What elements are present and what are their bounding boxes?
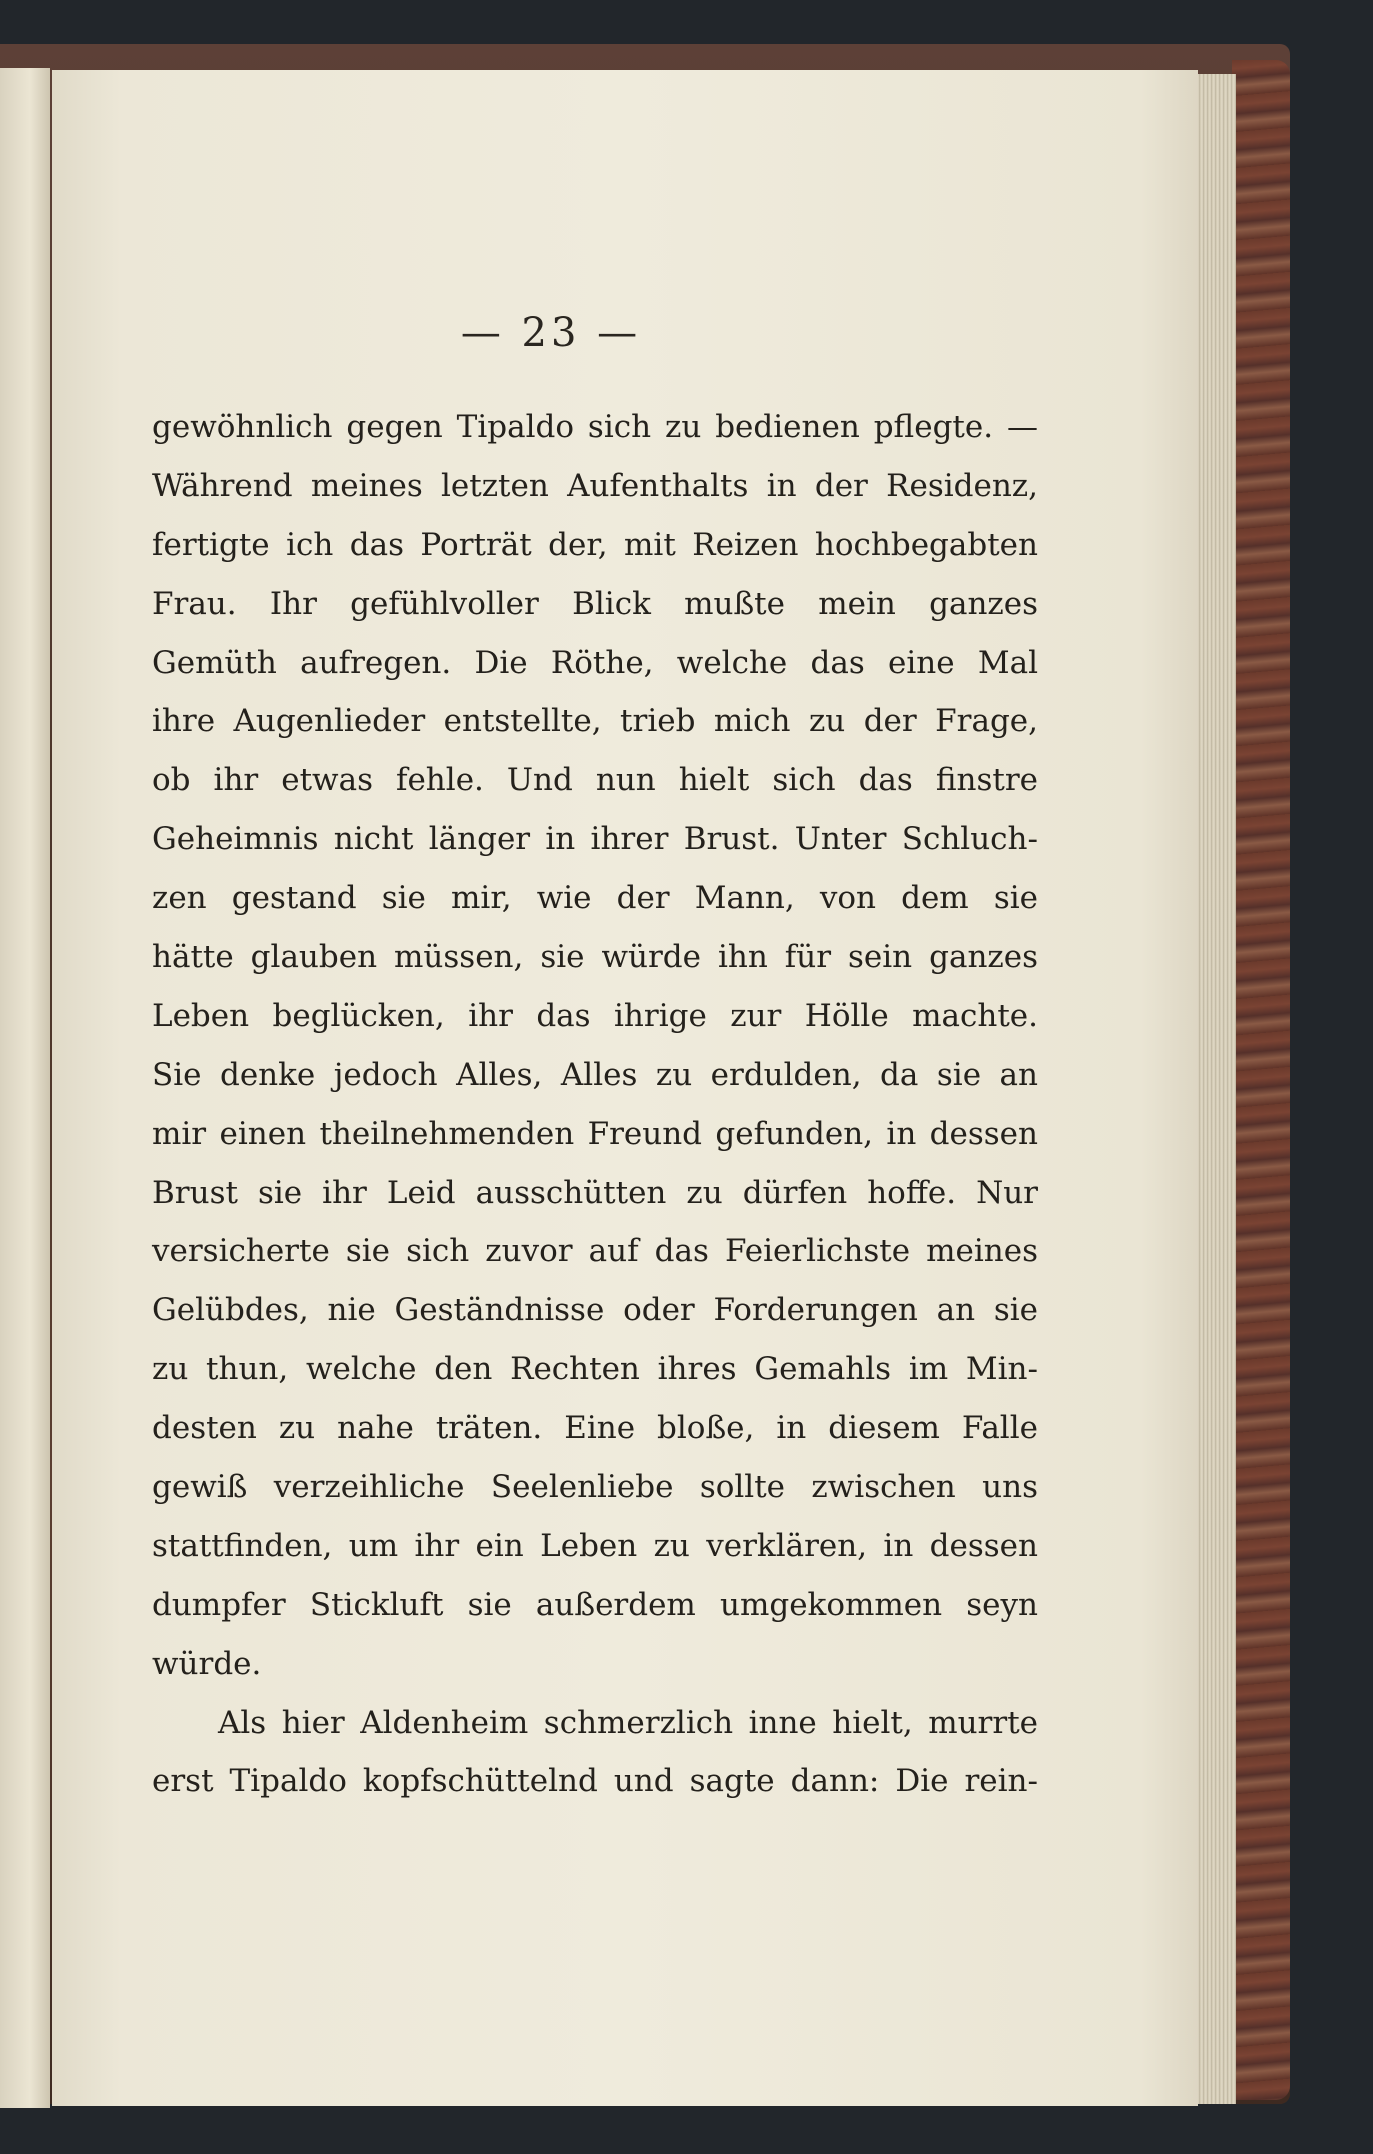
- text-line: Sie denke jedoch Alles, Alles zu erdulden, da sie an: [152, 1056, 1038, 1093]
- text-line: desten zu nahe träten. Eine bloße, in diesem Falle: [152, 1410, 1038, 1447]
- text-line: würde.: [152, 1645, 262, 1682]
- book-page: [52, 70, 1198, 2106]
- text-line: Brust sie ihr Leid ausschütten zu dürfen hoffe. Nur: [152, 1174, 1038, 1211]
- page-number: — 23 —: [460, 310, 642, 356]
- text-line: Während meines letzten Aufenthalts in der Residenz,: [152, 467, 1038, 504]
- page-stack-edge: [1196, 74, 1236, 2104]
- text-line: erst Tipaldo kopfschüttelnd und sagte dann: Die rein-: [152, 1763, 1038, 1800]
- page-body-text: [152, 398, 1038, 1811]
- text-line: Als hier Aldenheim schmerzlich inne hielt, murrte: [218, 1704, 1038, 1741]
- text-line: gewöhnlich gegen Tipaldo sich zu bedienen pflegte. —: [152, 409, 1038, 445]
- text-line: gewiß verzeihliche Seelenliebe sollte zwischen uns: [152, 1469, 1038, 1506]
- text-line: Gelübdes, nie Geständnisse oder Forderungen an sie: [152, 1292, 1038, 1329]
- facing-page-edge: [0, 68, 50, 2108]
- text-line: ob ihr etwas fehle. Und nun hielt sich das finstre: [152, 762, 1038, 799]
- text-line: Leben beglücken, ihr das ihrige zur Hölle machte.: [152, 997, 1038, 1034]
- text-line: zu thun, welche den Rechten ihres Gemahls im Min-: [152, 1351, 1038, 1388]
- text-line: Geheimnis nicht länger in ihrer Brust. Unter Schluch-: [152, 821, 1038, 858]
- text-line: hätte glauben müssen, sie würde ihn für sein ganzes: [152, 939, 1038, 976]
- text-line: versicherte sie sich zuvor auf das Feierlichste meines: [152, 1233, 1038, 1270]
- text-line: stattfinden, um ihr ein Leben zu verklären, in dessen: [152, 1527, 1038, 1564]
- text-line: fertigte ich das Porträt der, mit Reizen hochbegabten: [152, 526, 1038, 563]
- text-line: mir einen theilnehmenden Freund gefunden, in dessen: [152, 1115, 1038, 1152]
- book-cover-marbled-edge: [1232, 60, 1290, 2100]
- text-line: Frau. Ihr gefühlvoller Blick mußte mein ganzes: [152, 585, 1038, 622]
- text-line: ihre Augenlieder entstellte, trieb mich zu der Frage,: [152, 703, 1038, 740]
- text-line: dumpfer Stickluft sie außerdem umgekommen seyn: [152, 1586, 1038, 1623]
- text-line: Gemüth aufregen. Die Röthe, welche das eine Mal: [152, 644, 1038, 681]
- text-line: zen gestand sie mir, wie der Mann, von dem sie: [152, 880, 1038, 917]
